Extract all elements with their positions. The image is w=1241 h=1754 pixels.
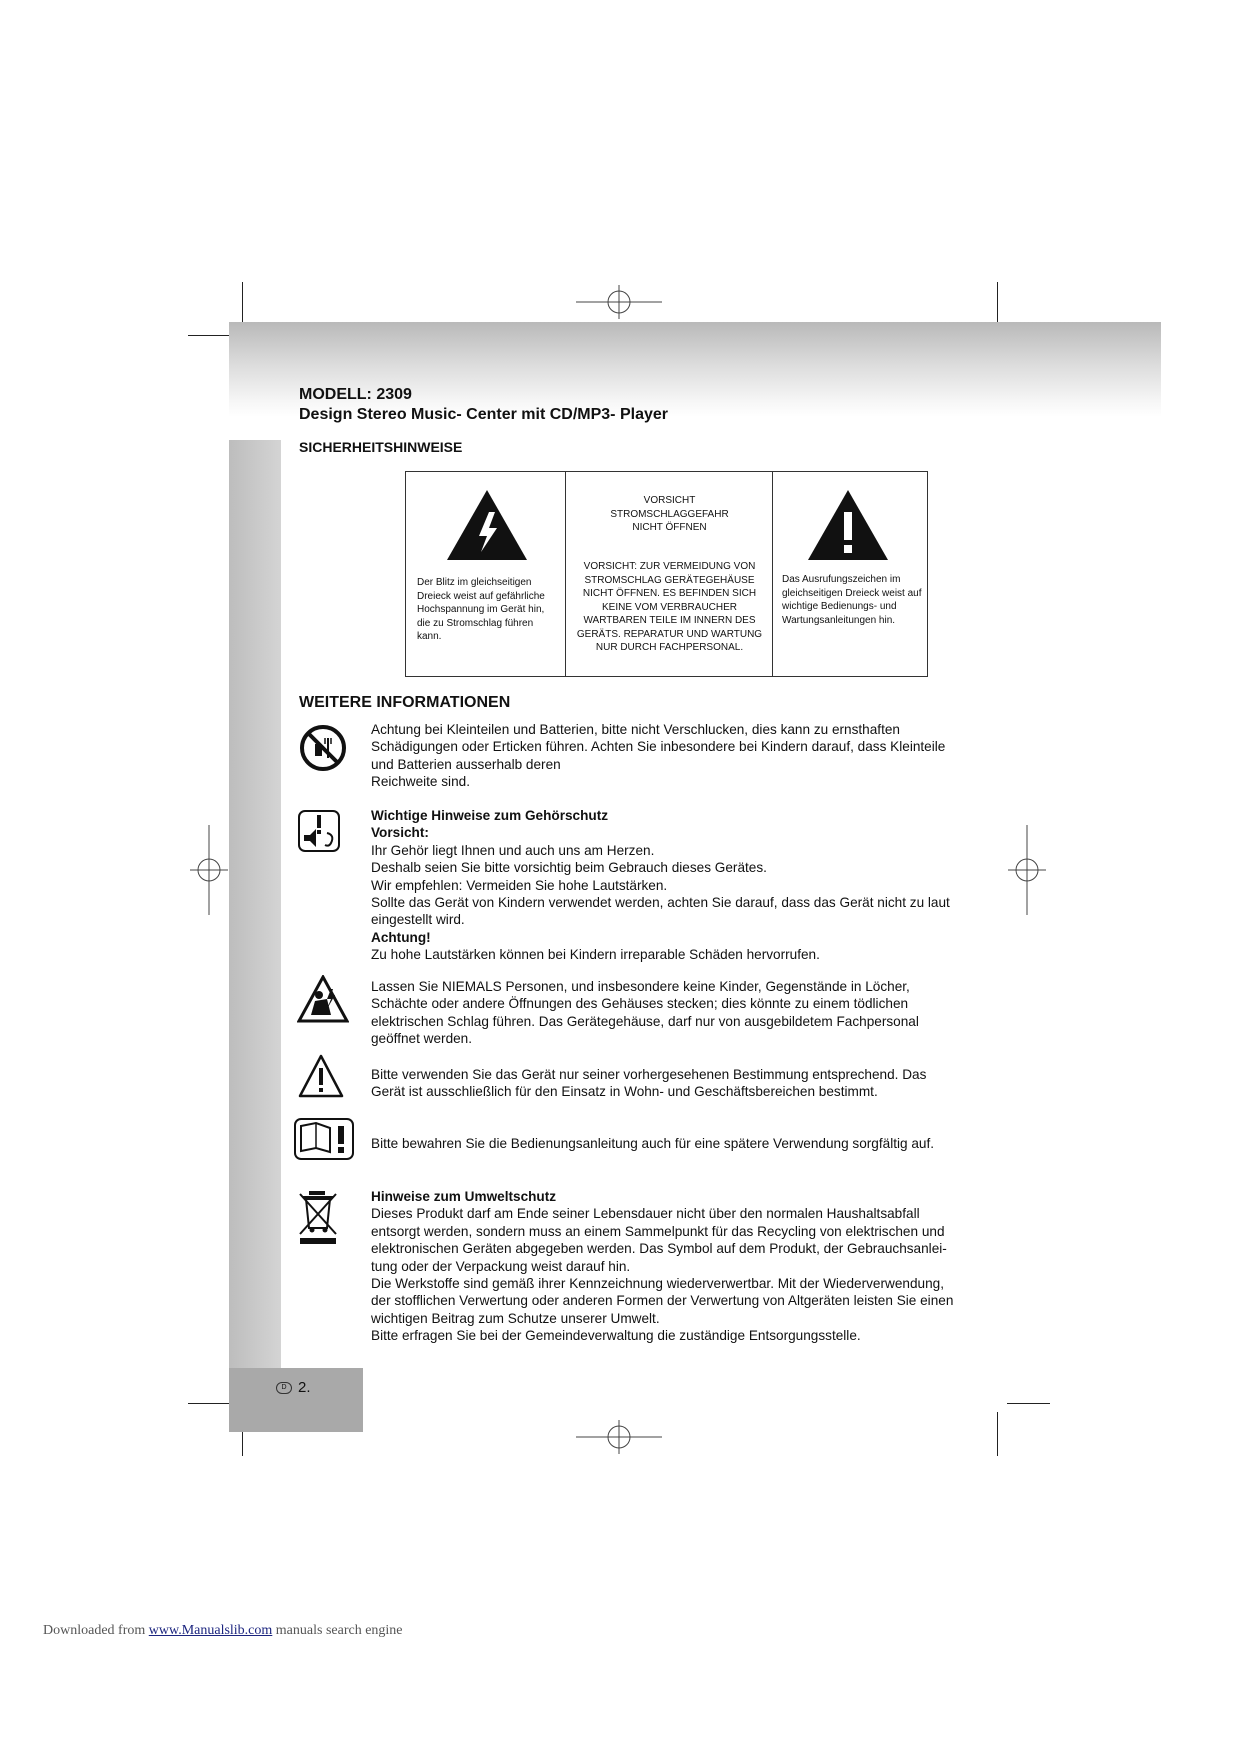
caution-line: NICHT ÖFFNEN xyxy=(632,522,707,533)
exclamation-warning-icon xyxy=(806,488,890,562)
model-number: MODELL: 2309 xyxy=(299,386,412,403)
caution-line: VORSICHT xyxy=(643,495,696,506)
registration-mark-icon xyxy=(1006,825,1048,915)
text-line: Schädigungen oder Erticken führen. Achten Sie inbesondere bei Kindern darauf, dass Kleinteile xyxy=(371,739,946,755)
exclamation-description: Das Ausrufungszeichen im gleichseitigen Dreieck weist auf wichtige Bedienungs- und Wartungsanleitungen hin. xyxy=(782,574,922,626)
text-line: Die Werkstoffe sind gemäß ihrer Kennzeichnung wiederverwertbar. Mit der Wiederverwendung, xyxy=(371,1276,944,1292)
text-line: Wir empfehlen: Vermeiden Sie hohe Lautstärken. xyxy=(371,877,668,893)
text-line: Deshalb seien Sie bitte vorsichtig beim Gebrauch dieses Gerätes. xyxy=(371,860,767,876)
lightning-description: Der Blitz im gleichseitigen Dreieck weist auf gefährliche Hochspannung im Gerät hin, die zu Stromschlag führen kann. xyxy=(417,577,545,642)
warning-col-text xyxy=(565,472,772,676)
product-name: Design Stereo Music- Center mit CD/MP3- Player xyxy=(299,406,668,423)
text-line: Lassen Sie NIEMALS Personen, und insbesondere keine Kinder, Gegenstände in Löcher, xyxy=(371,979,910,994)
manual-book-icon xyxy=(294,1118,354,1160)
text-line: geöffnet werden. xyxy=(371,1031,473,1047)
caution-line: STROMSCHLAGGEFAHR xyxy=(610,508,729,520)
text-line: Sollte das Gerät von Kindern verwendet werden, achten Sie darauf, dass das Gerät nicht zu laut xyxy=(371,895,950,911)
page-title xyxy=(299,385,668,425)
crop-mark xyxy=(242,282,243,326)
manual-text: Bitte bewahren Sie die Bedienungsanleitung auch für eine spätere Verwendung sorgfältig auf. xyxy=(371,1136,935,1151)
warning-triangle-icon xyxy=(298,1053,344,1099)
caution-header xyxy=(566,494,773,535)
text-line: elektronischen Geräten abgegeben werden. Das Symbol auf dem Produkt, der Gebrauchsanlei- xyxy=(371,1241,947,1257)
text-line: Reichweite sind. xyxy=(371,774,470,790)
language-badge: D xyxy=(276,1382,292,1394)
text-line: Dieses Produkt darf am Ende seiner Lebensdauer nicht über den normalen Haushaltsabfall xyxy=(371,1206,920,1222)
page-number-text: 2. xyxy=(298,1379,311,1396)
crop-mark xyxy=(188,1403,231,1404)
safety-heading: SICHERHEITSHINWEISE xyxy=(299,439,463,455)
registration-mark-icon xyxy=(188,825,230,915)
text-line: Achtung bei Kleinteilen und Batterien, bitte nicht Verschlucken, dies kann zu ernsthaften xyxy=(371,722,900,737)
footer-suffix: manuals search engine xyxy=(272,1623,403,1638)
hearing-attention: Achtung! xyxy=(371,929,431,945)
manualslib-link[interactable]: www.Manualslib.com xyxy=(148,1623,273,1638)
text-line: elektrischen Schlag führen. Das Gerätegehäuse, darf nur von ausgebildetem Fachpersonal xyxy=(371,1013,919,1029)
small-parts-text xyxy=(371,721,991,791)
caution-body: VORSICHT: ZUR VERMEIDUNG VON STROMSCHLAG GERÄTEGEHÄUSE NICHT ÖFFNEN. ES BEFINDEN SICH KEINE VOM VERBRAUCHER WARTBAREN TEILE IM INNERN DES GERÄTS. REPARATUR UND WARTUNG NUR DURCH FACHPERSONAL. xyxy=(576,561,763,653)
text-line: wichtigen Beitrag zum Schutze unserer Umwelt. xyxy=(371,1310,660,1326)
page-number xyxy=(276,1379,311,1396)
download-footer xyxy=(43,1623,403,1639)
crop-mark xyxy=(188,335,231,336)
hearing-protection-icon xyxy=(297,809,341,853)
environment-heading: Hinweise zum Umweltschutz xyxy=(371,1189,557,1204)
text-line: entsorgt werden, sondern muss an einem Sammelpunkt für das Recycling von elektrischen und xyxy=(371,1223,945,1239)
crop-mark xyxy=(997,1412,998,1456)
warning-col-exclamation xyxy=(772,472,927,676)
crop-mark xyxy=(997,282,998,326)
warning-box xyxy=(405,471,928,677)
side-bar xyxy=(229,440,281,1368)
electric-shock-person-icon xyxy=(297,975,349,1023)
crop-mark xyxy=(1007,1403,1050,1404)
page-tab xyxy=(229,1368,363,1432)
footer-prefix: Downloaded from xyxy=(43,1623,149,1638)
text-line: Schächte oder andere Öffnungen des Gehäuses stecken; dies könnte zu einem tödlichen xyxy=(371,996,909,1012)
text-line: Bitte verwenden Sie das Gerät nur seiner vorhergesehenen Bestimmung entsprechend. Das xyxy=(371,1067,927,1082)
text-line: Gerät ist ausschließlich für den Einsatz in Wohn- und Geschäftsbereichen bestimmt. xyxy=(371,1084,878,1100)
warning-col-lightning xyxy=(406,472,565,676)
text-line: Zu hohe Lautstärken können bei Kindern irreparable Schäden hervorrufen. xyxy=(371,947,820,963)
lightning-warning-icon xyxy=(445,488,529,562)
text-line: tung oder der Verpackung weist darauf hin. xyxy=(371,1258,631,1274)
registration-mark-icon xyxy=(574,285,664,319)
hearing-heading: Wichtige Hinweise zum Gehörschutz xyxy=(371,808,609,823)
text-line: Bitte erfragen Sie bei der Gemeindeverwaltung die zuständige Entsorgungsstelle. xyxy=(371,1328,861,1344)
hearing-text xyxy=(371,807,991,964)
no-swallow-icon xyxy=(299,724,347,772)
hearing-caution: Vorsicht: xyxy=(371,825,429,841)
environment-text xyxy=(371,1188,1011,1345)
text-line: Ihr Gehör liegt Ihnen und auch uns am Herzen. xyxy=(371,842,655,858)
objects-text xyxy=(371,978,991,1048)
text-line: eingestellt wird. xyxy=(371,912,465,928)
text-line: der stofflichen Verwertung oder anderen Formen der Verwertung von Altgeräten leisten Sie einen xyxy=(371,1293,954,1309)
weee-bin-icon xyxy=(296,1188,340,1246)
registration-mark-icon xyxy=(574,1420,664,1454)
usage-text xyxy=(371,1066,991,1101)
text-line: und Batterien ausserhalb deren xyxy=(371,756,561,772)
info-heading: WEITERE INFORMATIONEN xyxy=(299,694,511,711)
